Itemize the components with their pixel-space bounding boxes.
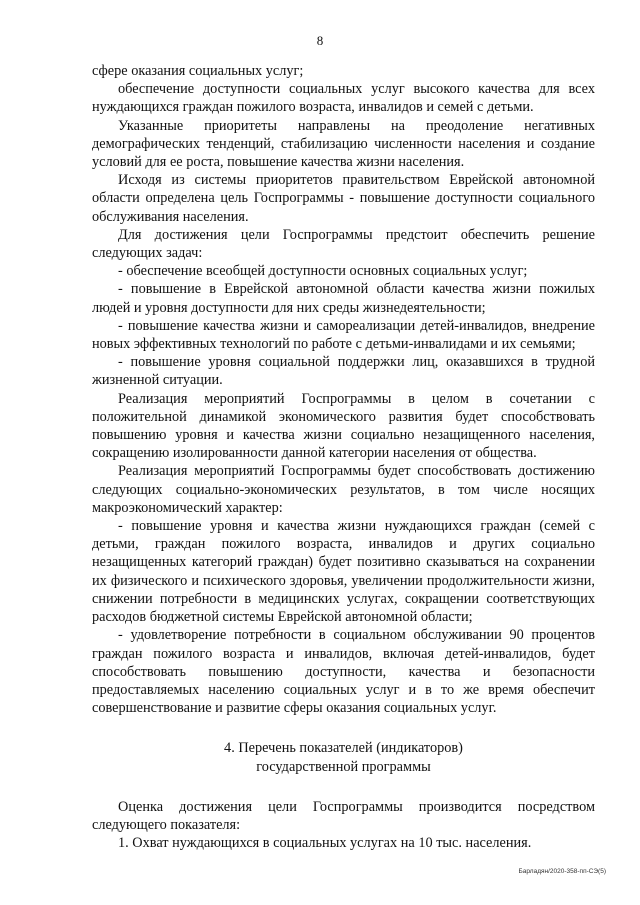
list-item: - повышение качества жизни и самореализации детей-инвалидов, внедрение новых эффективных технологий по работе с детьми-инвалидами и их семьями; <box>92 317 595 353</box>
paragraph: Указанные приоритеты направлены на преодоление негативных демографических тенденций, стабилизацию численности населения и создание условий для ее роста, повышение качества жизни населения. <box>92 117 595 171</box>
paragraph: Реализация мероприятий Госпрограммы будет способствовать достижению следующих социально-экономических результатов, в том числе носящих макроэкономический характер: <box>92 463 595 516</box>
paragraph: Исходя из системы приоритетов правительством Еврейской автономной области определена цель Госпрограммы - повышение доступности социального обслуживания населения. <box>92 172 595 225</box>
paragraph: Для достижения цели Госпрограммы предстоит обеспечить решение следующих задач: <box>92 226 595 262</box>
document-code: Барладян/2020-358-пп-СЭ(5) <box>518 868 606 875</box>
paragraph: Реализация мероприятий Госпрограммы в целом в сочетании с положительной динамикой экономического развития будет способствовать повышению уровня и качества жизни социально незащищенного населения, сокращению изолированности данной категории населения от общества. <box>92 390 595 462</box>
section-heading <box>92 739 595 775</box>
paragraph: Оценка достижения цели Госпрограммы производится посредством следующего показателя: <box>92 798 595 833</box>
paragraph: обеспечение доступности социальных услуг высокого качества для всех нуждающихся граждан пожилого возраста, инвалидов и семей с детьми. <box>92 81 595 116</box>
list-item: - обеспечение всеобщей доступности основных социальных услуг; <box>118 263 528 280</box>
document-body <box>92 62 595 852</box>
section-heading-line-1: 4. Перечень показателей (индикаторов) <box>224 740 463 757</box>
list-item: - повышение уровня и качества жизни нуждающихся граждан (семей с детьми, граждан пожилого возраста, инвалидов и других социально незащищенных категорий граждан) будет позитивно сказываться на сохранении их физического и психического здоровья, увеличении продолжительности жизни, снижении потребности в медицинских услугах, сокращении соответствующих расходов бюджетной системы Еврейской автономной области; <box>92 518 595 626</box>
page-number: 8 <box>316 33 324 48</box>
paragraph: 1. Охват нуждающихся в социальных услугах на 10 тыс. населения. <box>118 835 532 852</box>
list-item: - повышение в Еврейской автономной области качества жизни пожилых людей и уровня доступности для них среды жизнедеятельности; <box>92 281 595 316</box>
list-item: - повышение уровня социальной поддержки лиц, оказавшихся в трудной жизненной ситуации. <box>92 354 595 389</box>
list-item: - удовлетворение потребности в социальном обслуживании 90 процентов граждан пожилого возраста и инвалидов, включая детей-инвалидов, будет способствовать повышению доступности, качества и безопасности предоставляемых населению социальных услуг и в то же время обеспечит совершенствование и развитие сферы оказания социальных услуг. <box>92 627 595 717</box>
section-heading-line-2: государственной программы <box>256 758 431 775</box>
paragraph: сфере оказания социальных услуг; <box>92 63 304 79</box>
